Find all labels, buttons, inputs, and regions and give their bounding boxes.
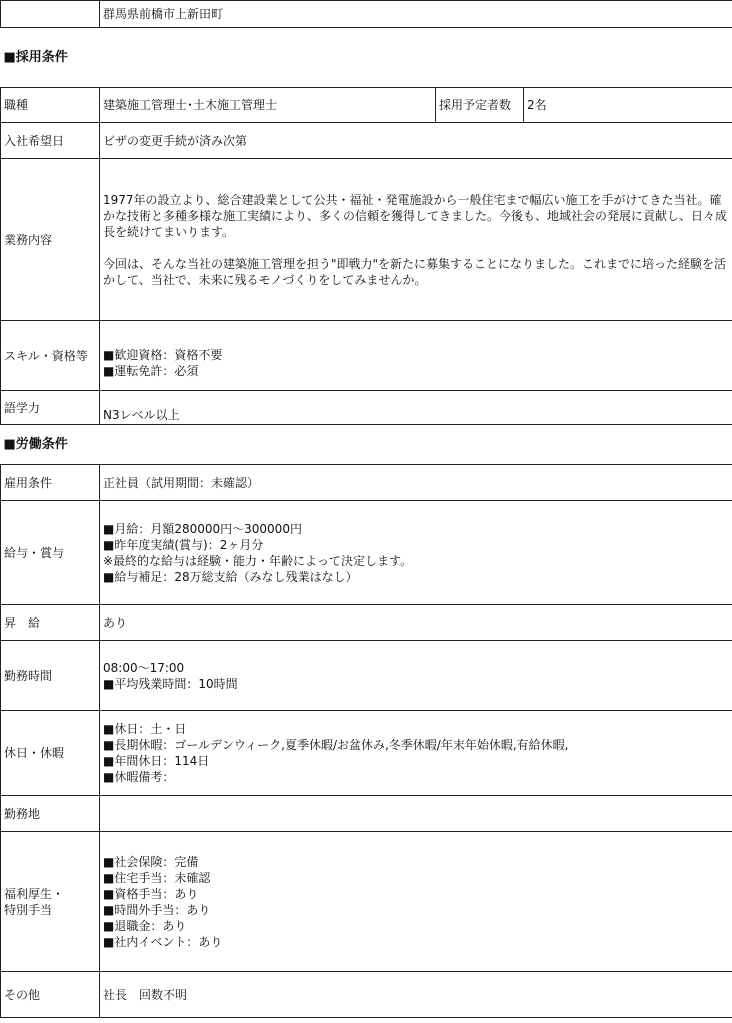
salary-line: ■月給：月額280000円～300000円 bbox=[103, 521, 302, 536]
job-type-value[interactable]: 建築施工管理士･土木施工管理士 bbox=[100, 88, 436, 123]
hiring-count-label: 採用予定者数 bbox=[436, 88, 524, 123]
hours-value[interactable] bbox=[100, 641, 732, 711]
raise-value[interactable]: あり bbox=[100, 605, 732, 641]
location-value[interactable] bbox=[100, 796, 732, 832]
employment-label: 雇用条件 bbox=[1, 465, 100, 501]
employment-row bbox=[1, 465, 732, 501]
welfare-line: ■時間外手当：あり bbox=[103, 902, 211, 917]
welfare-label-line-1: 福利厚生・ bbox=[4, 886, 65, 901]
duties-value[interactable] bbox=[100, 159, 732, 321]
welfare-row bbox=[1, 832, 732, 972]
salary-line: ■給与補足：28万総支給（みなし残業はなし） bbox=[103, 569, 358, 584]
skills-line: ■運転免許：必須 bbox=[103, 363, 199, 378]
salary-label: 給与・賞与 bbox=[1, 501, 100, 605]
location-row bbox=[1, 796, 732, 832]
holidays-line: ■年間休日：114日 bbox=[103, 754, 210, 768]
skills-label: スキル・資格等 bbox=[1, 321, 100, 391]
welfare-line: ■資格手当：あり bbox=[103, 886, 199, 901]
duties-paragraph-1: 1977年の設立より、総合建設業として公共・福祉・発電施設から一般住宅まで幅広い施工を手がけてきた当社。確かな技術と多種多様な施工実績により、多くの信頼を獲得してきました。今後も、地域社会の発展に貢献し、日々成長を続けてまいります。 bbox=[103, 192, 728, 239]
address-row bbox=[1, 1, 732, 28]
holidays-label: 休日・休暇 bbox=[1, 711, 100, 796]
section-recruit-heading: ■採用条件 bbox=[3, 49, 68, 65]
holidays-line: ■長期休暇：ゴールデンウィーク,夏季休暇/お盆休み,冬季休暇/年末年始休暇,有給休暇, bbox=[103, 738, 569, 752]
holidays-line: ■休暇備考： bbox=[103, 770, 175, 784]
duties-row bbox=[1, 159, 732, 321]
raise-row bbox=[1, 605, 732, 641]
duties-paragraph-2: 今回は、そんな当社の建築施工管理を担う"即戦力"を新たに募集することになりました。これまでに培った経験を活かして、当社で、未来に残るモノづくりをしてみませんか。 bbox=[103, 256, 727, 287]
salary-line: ■昨年度実績(賞与)：2ヶ月分 bbox=[103, 537, 264, 552]
join-date-row bbox=[1, 123, 732, 159]
job-type-row bbox=[1, 88, 732, 123]
salary-line: ※最終的な給与は経験・能力・年齢によって決定します。 bbox=[103, 553, 413, 568]
raise-label: 昇 給 bbox=[1, 605, 100, 641]
welfare-line: ■社会保険：完備 bbox=[103, 854, 199, 869]
spacer-row bbox=[1, 76, 732, 88]
skills-row bbox=[1, 321, 732, 391]
join-date-value[interactable]: ビザの変更手続が済み次第 bbox=[100, 123, 732, 159]
hours-line: 08:00～17:00 bbox=[103, 660, 185, 675]
welfare-label-line-2: 特別手当 bbox=[4, 902, 53, 917]
address-value[interactable]: 群馬県前橋市上新田町 bbox=[100, 1, 732, 28]
section-work-heading: ■労働条件 bbox=[3, 436, 68, 452]
salary-value[interactable] bbox=[100, 501, 732, 605]
other-label: その他 bbox=[1, 972, 100, 1018]
holidays-row bbox=[1, 711, 732, 796]
language-value[interactable]: N3レベル以上 bbox=[100, 391, 732, 425]
welfare-line: ■社内イベント：あり bbox=[103, 934, 223, 949]
welfare-label bbox=[1, 832, 100, 972]
holidays-value[interactable] bbox=[100, 711, 732, 796]
skills-line: ■歓迎資格：資格不要 bbox=[103, 347, 223, 362]
hours-label: 勤務時間 bbox=[1, 641, 100, 711]
join-date-label: 入社希望日 bbox=[1, 123, 100, 159]
spacer-row bbox=[1, 28, 732, 40]
hours-line: ■平均残業時間：10時間 bbox=[103, 676, 238, 691]
holidays-line: ■休日：土・日 bbox=[103, 722, 187, 736]
welfare-line: ■退職金：あり bbox=[103, 918, 187, 933]
other-row bbox=[1, 972, 732, 1018]
welfare-line: ■住宅手当：未確認 bbox=[103, 870, 211, 885]
address-label-cell[interactable] bbox=[1, 1, 100, 28]
language-label: 語学力 bbox=[1, 391, 100, 425]
hiring-count-value[interactable]: 2名 bbox=[524, 88, 732, 123]
job-type-label: 職種 bbox=[1, 88, 100, 123]
duties-label: 業務内容 bbox=[1, 159, 100, 321]
salary-row bbox=[1, 501, 732, 605]
other-value[interactable]: 社長 回数不明 bbox=[100, 972, 732, 1018]
employment-value[interactable]: 正社員（試用期間：未確認） bbox=[100, 465, 732, 501]
location-label: 勤務地 bbox=[1, 796, 100, 832]
welfare-value[interactable] bbox=[100, 832, 732, 972]
language-row bbox=[1, 391, 732, 425]
skills-value[interactable] bbox=[100, 321, 732, 391]
hours-row bbox=[1, 641, 732, 711]
